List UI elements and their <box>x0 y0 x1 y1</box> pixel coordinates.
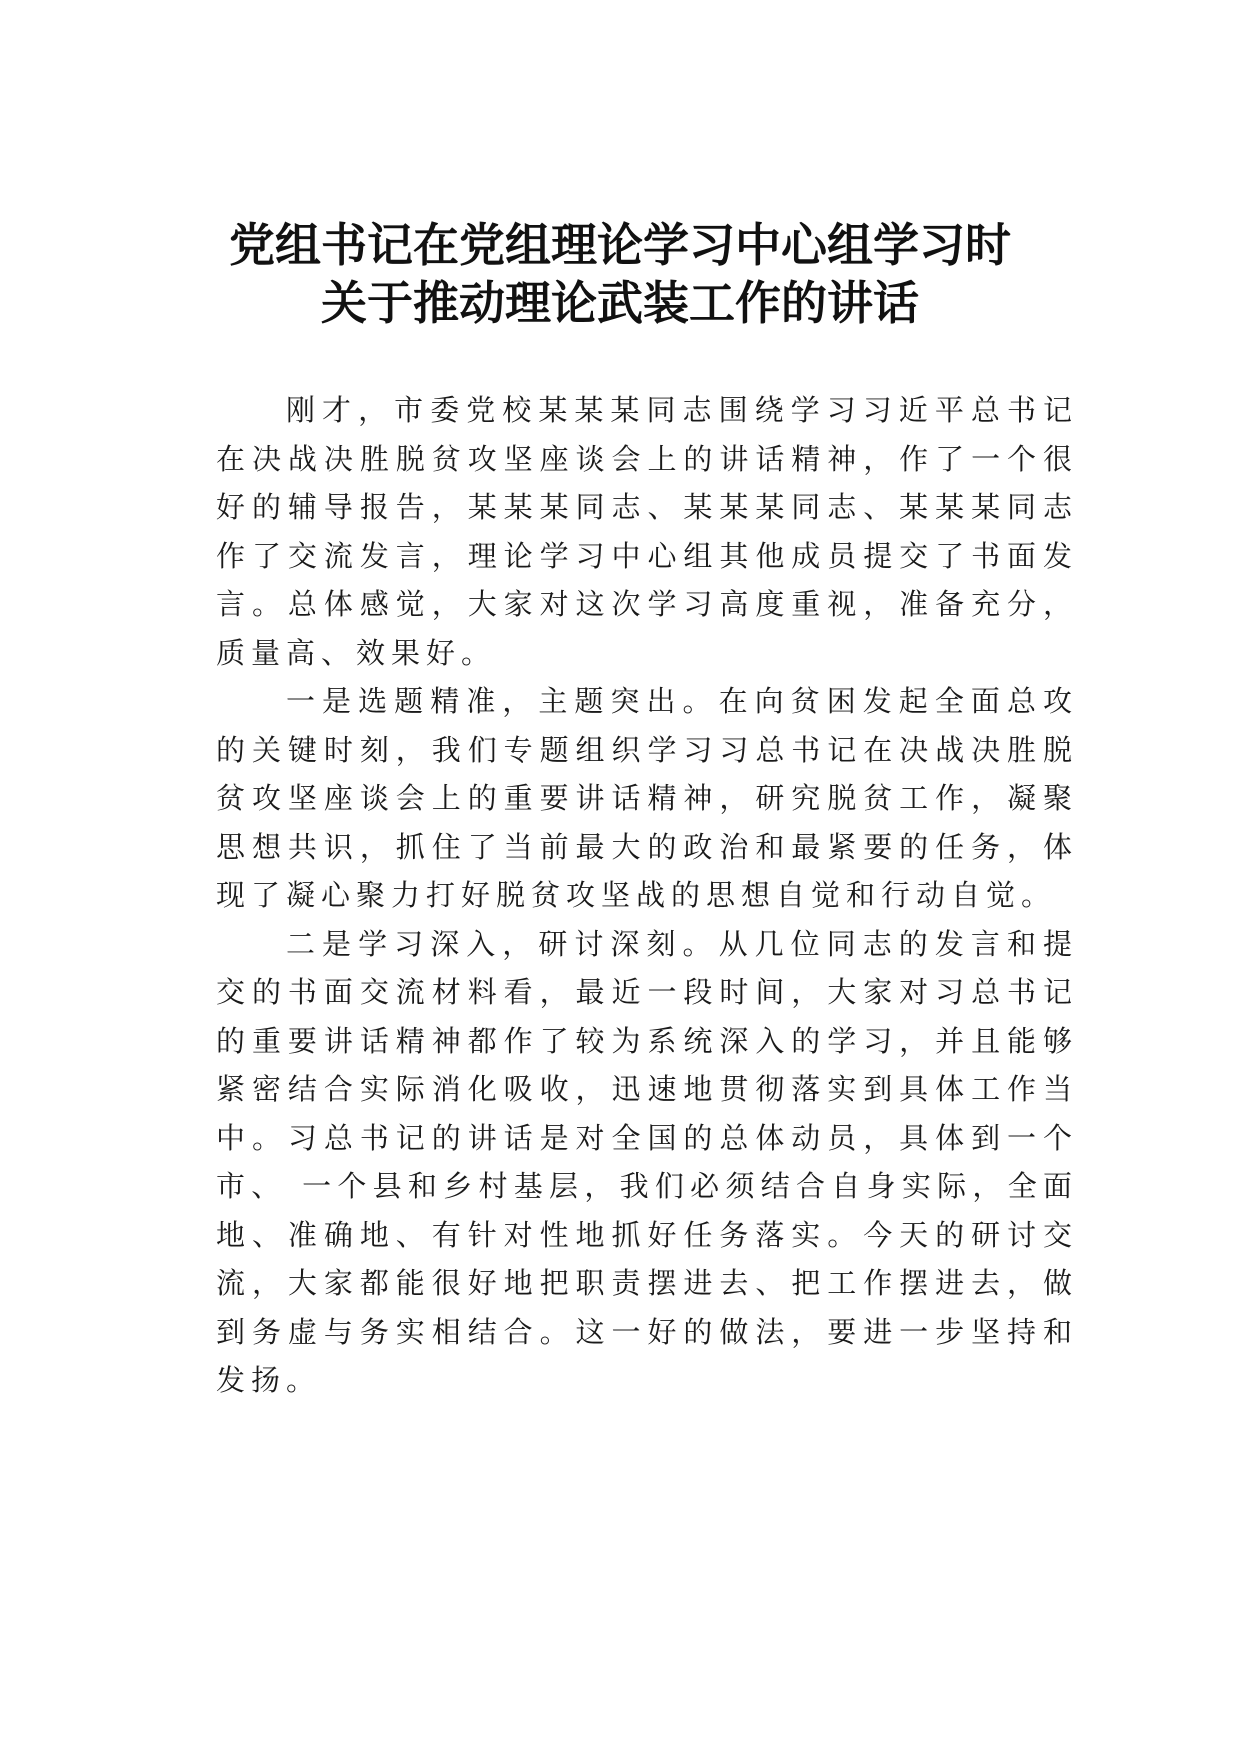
title-line-2: 关于推动理论武装工作的讲话 <box>321 276 919 330</box>
document-title <box>0 216 1240 332</box>
title-line-1: 党组书记在党组理论学习中心组学习时 <box>229 218 1011 272</box>
paragraph-1: 刚才，市委党校某某某同志围绕学习习近平总书记在决战决胜脱贫攻坚座谈会上的讲话精神，作了一个很好的辅导报告，某某某同志、某某某同志、某某某同志作了交流发言，理论学习中心组其他成员提交了书面发言。总体感觉，大家对这次学习高度重视，准备充分，质量高、效果好。 <box>216 393 1078 670</box>
paragraph-2: 一是选题精准，主题突出。在向贫困发起全面总攻的关键时刻，我们专题组织学习习总书记在决战决胜脱贫攻坚座谈会上的重要讲话精神，研究脱贫工作，凝聚思想共识，抓住了当前最大的政治和最紧要的任务，体现了凝心聚力打好脱贫攻坚战的思想自觉和行动自觉。 <box>216 684 1078 912</box>
paragraph-3: 二是学习深入，研讨深刻。从几位同志的发言和提交的书面交流材料看，最近一段时间，大家对习总书记的重要讲话精神都作了较为系统深入的学习，并且能够紧密结合实际消化吸收，迅速地贯彻落实到具体工作当中。习总书记的讲话是对全国的总体动员，具体到一个市、 一个县和乡村基层，我们必须结合自身实际，全面地、准确地、有针对性地抓好任务落实。今天的研讨交流，大家都能很好地把职责摆进去、把工作摆进去，做到务虚与务实相结合。这一好的做法，要进一步坚持和发扬。 <box>216 926 1078 1397</box>
document-body <box>216 386 1078 1405</box>
